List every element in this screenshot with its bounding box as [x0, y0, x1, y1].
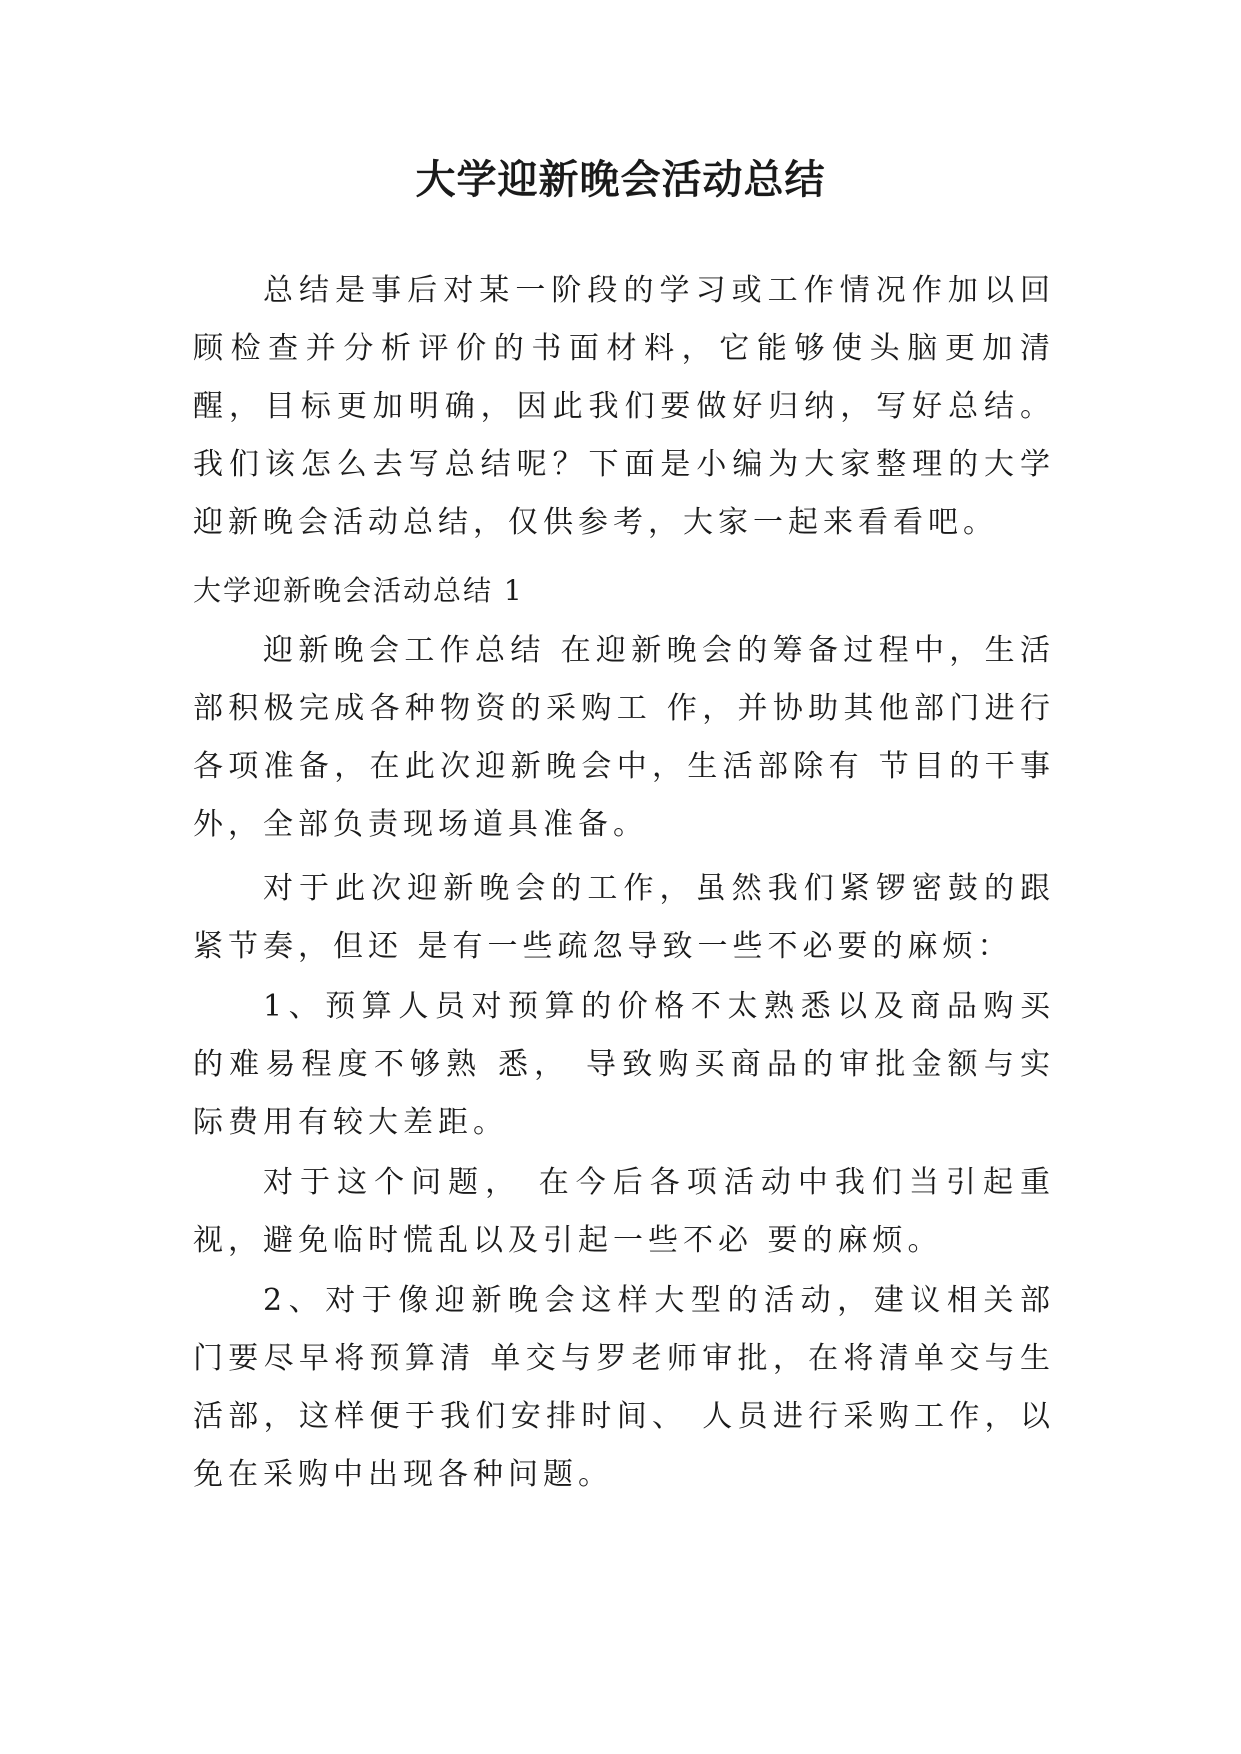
paragraph-1: 迎新晚会工作总结 在迎新晚会的筹备过程中，生活部积极完成各种物资的采购工 作，并协助其他部门进行各项准备，在此次迎新晚会中，生活部除有 节目的干事外，全部负责现场道具准备。	[193, 633, 1055, 842]
intro-paragraph: 总结是事后对某一阶段的学习或工作情况作加以回顾检查并分析评价的书面材料，它能够使头脑更加清醒，目标更加明确，因此我们要做好归纳，写好总结。我们该怎么去写总结呢？下面是小编为大家整理的大学迎新晚会活动总结，仅供参考，大家一起来看看吧。	[193, 273, 1055, 540]
paragraph-5: 2、对于像迎新晚会这样大型的活动，建议相关部门要尽早将预算清 单交与罗老师审批，在将清单交与生活部，这样便于我们安排时间、 人员进行采购工作，以免在采购中出现各种问题。	[193, 1283, 1055, 1492]
section-heading: 大学迎新晚会活动总结 1	[193, 574, 524, 607]
document-title: 大学迎新晚会活动总结	[415, 156, 826, 203]
paragraph-2: 对于此次迎新晚会的工作，虽然我们紧锣密鼓的跟紧节奏，但还 是有一些疏忽导致一些不必要的麻烦：	[193, 871, 1055, 964]
paragraph-4: 对于这个问题， 在今后各项活动中我们当引起重视，避免临时慌乱以及引起一些不必 要的麻烦。	[193, 1165, 1055, 1258]
paragraph-3: 1、预算人员对预算的价格不太熟悉以及商品购买的难易程度不够熟 悉， 导致购买商品的审批金额与实际费用有较大差距。	[193, 989, 1055, 1140]
